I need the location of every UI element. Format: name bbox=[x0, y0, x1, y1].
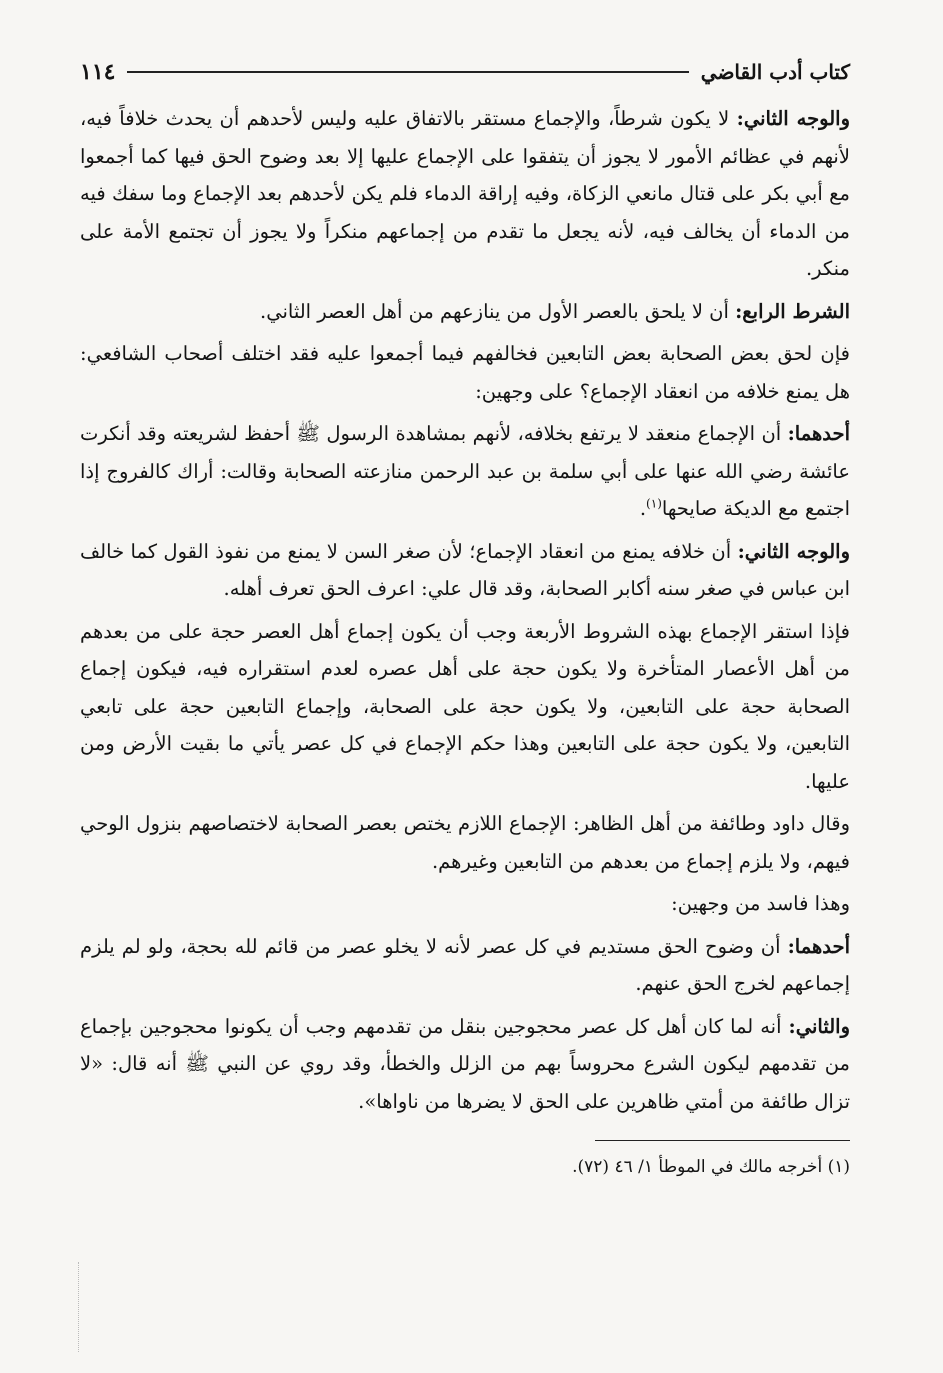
paragraph-10 bbox=[80, 1008, 850, 1121]
footnote-marker: (١) bbox=[827, 1157, 850, 1177]
paragraph-text: لا يكون شرطاً، والإجماع مستقر بالاتفاق عليه وليس لأحدهم أن يحدث خلافاً فيه، لأنهم في عظائم الأمور لا يجوز أن يتفقوا على الإجماع عليها إلا بعد وضوح الحق فيها كما أجمعوا مع أبي بكر على قتال مانعي الزكاة، وفيه إراقة الدماء فلم يكن لأحدهم بعد الإجماع وما سفك فيه من الدماء أن يخالف فيه، لأنه يجعل ما تقدم من إجماعهم منكراً ولا يجوز أن تجتمع الأمة على منكر. bbox=[80, 107, 850, 280]
footnote-reference[interactable]: (١) bbox=[646, 496, 662, 511]
paragraph-text: فإن لحق بعض الصحابة بعض التابعين فخالفهم فيما أجمعوا عليه فقد اختلف أصحاب الشافعي: هل يمنع خلافه من انعقاد الإجماع؟ على وجهين: bbox=[80, 342, 850, 403]
paragraph-2 bbox=[80, 293, 850, 331]
paragraph-text: أن الإجماع منعقد لا يرتفع بخلافه، لأنهم بمشاهدة الرسول ﷺ أحفظ لشريعته وقد أنكرت عائشة رضي الله عنها على أبي سلمة بن عبد الرحمن منازعته الصحابة وقالت: أراك كالفروج إذا اجتمع مع الديكة صايحها bbox=[80, 422, 850, 520]
paragraph-3 bbox=[80, 335, 850, 410]
paragraph-text: أن لا يلحق بالعصر الأول من ينازعهم من أهل العصر الثاني. bbox=[260, 299, 736, 323]
paragraph-lead: أحدهما: bbox=[787, 934, 850, 958]
paragraph-7 bbox=[80, 805, 850, 880]
footnote-separator bbox=[595, 1140, 850, 1141]
book-page bbox=[80, 52, 850, 1352]
paragraph-lead: والوجه الثاني: bbox=[736, 107, 850, 130]
paragraph-tail: . bbox=[639, 497, 647, 520]
paragraph-9 bbox=[80, 928, 850, 1003]
page-number: ١١٤ bbox=[80, 59, 116, 85]
paragraph-lead: الشرط الرابع: bbox=[735, 299, 850, 323]
paragraph-lead: والوجه الثاني: bbox=[737, 539, 850, 563]
paragraph-text: أنه لما كان أهل كل عصر محجوجين بنقل من تقدمهم وجب أن يكونوا محجوجين بإجماع من تقدمهم ليكون الشرع محروساً بهم من الزلل والخطأ، وقد روي عن النبي ﷺ أنه قال: «لا تزال طائفة من أمتي ظاهرين على الحق لا يضرها من ناواها». bbox=[80, 1014, 850, 1113]
header-rule bbox=[127, 71, 688, 73]
running-title: كتاب أدب القاضي bbox=[700, 60, 850, 84]
paragraph-text: أن خلافه يمنع من انعقاد الإجماع؛ لأن صغر السن لا يمنع من نفوذ القول كما خالف ابن عباس في صغر سنه أكابر الصحابة، وقد قال علي: اعرف الحق تعرف أهله. bbox=[80, 539, 850, 600]
paragraph-6 bbox=[80, 613, 850, 801]
page-header bbox=[80, 52, 850, 92]
paragraph-8 bbox=[80, 885, 850, 923]
paragraph-text: فإذا استقر الإجماع بهذه الشروط الأربعة وجب أن يكون إجماع أهل العصر حجة على من بعدهم من أهل الأعصار المتأخرة ولا يكون حجة على أهل عصره لعدم استقراره فيه، فيكون إجماع الصحابة حجة على التابعين، ولا يكون حجة على الصحابة، وإجماع التابعين حجة على تابعي التابعين، ولا يكون حجة على التابعين وهذا حكم الإجماع في كل عصر يأتي ما بقيت الأرض ومن عليها. bbox=[80, 619, 850, 793]
footnote-text: أخرجه مالك في الموطأ ١/ ٤٦ (٧٢). bbox=[572, 1157, 823, 1177]
paragraph-1 bbox=[80, 100, 850, 288]
paragraph-text: وهذا فاسد من وجهين: bbox=[671, 892, 850, 915]
page-body bbox=[80, 100, 850, 1120]
paragraph-text: أن وضوح الحق مستديم في كل عصر لأنه لا يخلو عصر من قائم لله بحجة، ولو لم يلزم إجماعهم لخرج الحق عنهم. bbox=[80, 934, 850, 995]
paragraph-text: وقال داود وطائفة من أهل الظاهر: الإجماع اللازم يختص بعصر الصحابة لاختصاصهم بنزول الوحي فيهم، ولا يلزم إجماع من بعدهم من التابعين وغيرهم. bbox=[80, 812, 850, 873]
paragraph-lead: والثاني: bbox=[788, 1014, 850, 1038]
paragraph-4 bbox=[80, 415, 850, 528]
footnote-1 bbox=[80, 1153, 850, 1181]
paragraph-5 bbox=[80, 533, 850, 608]
paragraph-lead: أحدهما: bbox=[787, 422, 850, 445]
